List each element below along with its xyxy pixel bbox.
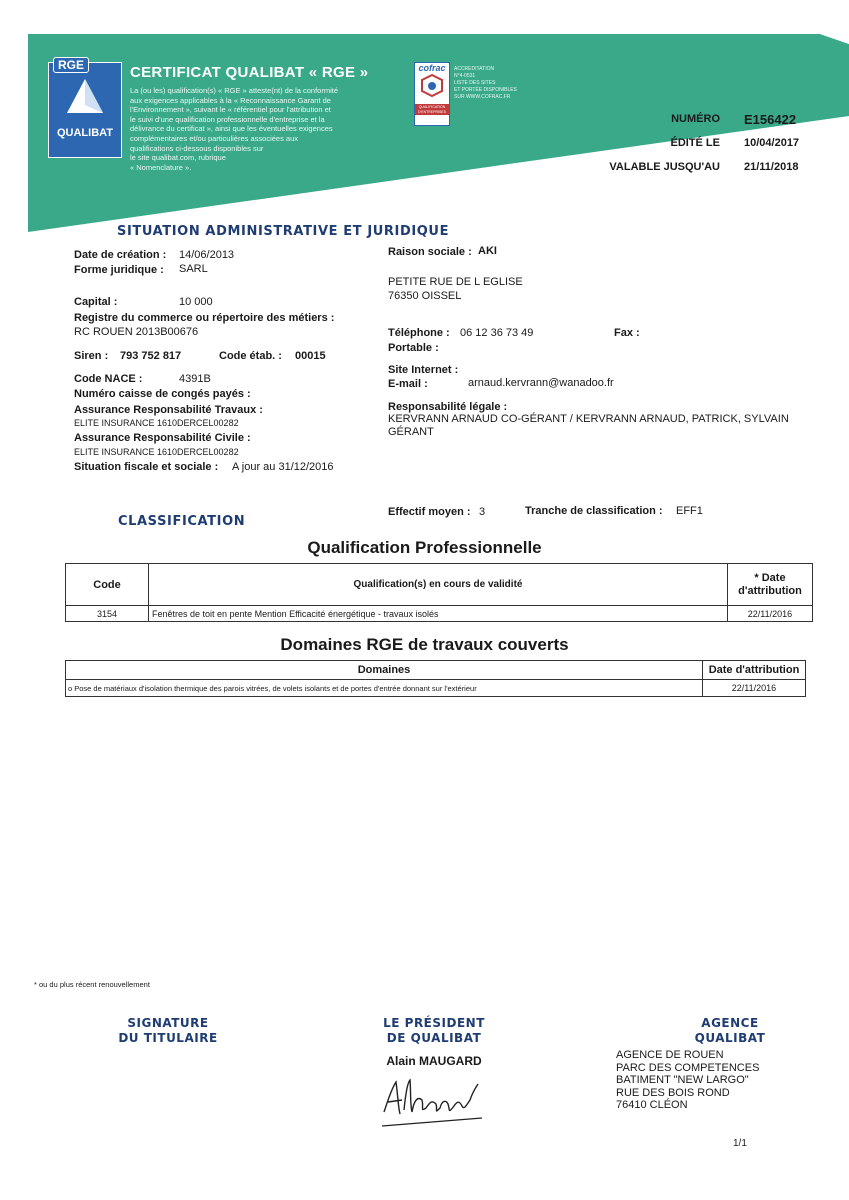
assurance-civile-label: Assurance Responsabilité Civile : (74, 432, 251, 444)
cofrac-accreditation: ACCREDITATION N°4-0531 LISTE DES SITES ET PORTÉE DISPONIBLES SUR WWW.COFRAC.FR (454, 66, 517, 100)
date-creation-value: 14/06/2013 (179, 249, 235, 261)
assurance-travaux-label: Assurance Responsabilité Travaux : (74, 404, 263, 416)
forme-juridique-label: Forme juridique : (74, 264, 164, 276)
responsabilite-legale-line-1: KERVRANN ARNAUD CO-GÉRANT / KERVRANN ARNAUD, PATRICK, SYLVAIN (388, 413, 789, 425)
site-internet-label: Site Internet : (388, 364, 459, 376)
numero-label: NUMÉRO (671, 113, 720, 125)
table-row (66, 606, 813, 622)
table-row (66, 680, 806, 697)
responsabilite-legale-line-2: GÉRANT (388, 426, 434, 438)
cofrac-hexagon-icon (415, 73, 449, 99)
cofrac-name: cofrac (418, 63, 446, 73)
caisse-label: Numéro caisse de congés payés : (74, 388, 251, 400)
registre-label: Registre du commerce ou répertoire des métiers : (74, 312, 335, 324)
footnote: * ou du plus récent renouvellement (34, 980, 150, 989)
address-line-2: 76350 OISSEL (388, 290, 462, 302)
telephone-value: 06 12 36 73 49 (460, 327, 534, 339)
page-number: 1/1 (733, 1138, 747, 1149)
logo-qualibat-text: QUALIBAT (56, 127, 113, 139)
email-label: E-mail : (388, 378, 428, 390)
portable-label: Portable : (388, 342, 439, 354)
qualif-col-date: * Date d'attribution (728, 564, 813, 606)
effectif-value: 3 (479, 506, 486, 518)
telephone-label: Téléphone : (388, 327, 450, 339)
fax-label: Fax : (614, 327, 640, 339)
president-title: LE PRÉSIDENT DE QUALIBAT (383, 1016, 485, 1045)
date-creation-label: Date de création : (74, 249, 167, 261)
siren-label: Siren : (74, 350, 109, 362)
tranche-label: Tranche de classification : (525, 505, 663, 517)
domaines-title: Domaines RGE de travaux couverts (280, 635, 569, 654)
responsabilite-legale-label: Responsabilité légale : (388, 401, 508, 413)
signature-titulaire: SIGNATURE DU TITULAIRE (118, 1016, 218, 1045)
registre-value: RC ROUEN 2013B00676 (74, 326, 199, 338)
president-signature (378, 1070, 498, 1132)
siren-value: 793 752 817 (120, 350, 182, 362)
agence-address: AGENCE DE ROUEN PARC DES COMPETENCES BATIMENT "NEW LARGO" RUE DES BOIS ROND 76410 CLÉON (616, 1049, 760, 1111)
qualif-col-code: Code (66, 564, 149, 606)
rge-badge: RGE (53, 57, 89, 73)
assurance-travaux-value: ELITE INSURANCE 1610DERCEL00282 (74, 418, 239, 428)
capital-label: Capital : (74, 296, 118, 308)
certificate-intro: La (ou les) qualification(s) « RGE » atteste(nt) de la conformité aux exigences applicables à la « Reconnaissance Garant de l'Environnement », suivant le « référentiel pour l'attribution et le suivi d'une qualification professionnelle d'entreprise et la délivrance du certificat », ainsi que les éventuelles exigences complémentaires et/ou particulières associées aux qualifications ci-dessous disponibles sur le site qualibat.com, rubrique « Nomenclature ». (130, 86, 339, 172)
code-etab-label: Code étab. : (219, 350, 282, 362)
cofrac-caption: QUALIFICATION D'ENTREPRISES (415, 104, 449, 115)
qualif-date-cell: 22/11/2016 (728, 606, 813, 622)
nace-label: Code NACE : (74, 373, 143, 385)
numero-value: E156422 (744, 112, 797, 127)
classification-section-title: CLASSIFICATION (118, 514, 246, 529)
admin-section-title: SITUATION ADMINISTRATIVE ET JURIDIQUE (117, 224, 450, 239)
situation-value: A jour au 31/12/2016 (232, 461, 334, 473)
domaines-table (65, 660, 806, 697)
effectif-label: Effectif moyen : (388, 506, 471, 518)
qualif-name-cell: Fenêtres de toit en pente Mention Efficacité énergétique - travaux isolés (149, 606, 728, 622)
qualif-col-qualification: Qualification(s) en cours de validité (149, 564, 728, 606)
domaine-name-cell: o Pose de matériaux d'isolation thermique des parois vitrées, de volets isolants et de portes d'entrée donnant sur l'extérieur (66, 680, 703, 697)
qualification-table (65, 563, 813, 622)
cofrac-logo (414, 62, 450, 126)
raison-sociale-value: AKI (478, 245, 497, 257)
email-value: arnaud.kervrann@wanadoo.fr (468, 377, 614, 389)
edite-label: ÉDITÉ LE (670, 137, 720, 149)
edite-value: 10/04/2017 (744, 137, 800, 149)
qualif-code-cell: 3154 (66, 606, 149, 622)
assurance-civile-value: ELITE INSURANCE 1610DERCEL00282 (74, 447, 239, 457)
capital-value: 10 000 (179, 296, 213, 308)
situation-label: Situation fiscale et sociale : (74, 461, 219, 473)
qualibat-logo (48, 58, 122, 158)
code-etab-value: 00015 (295, 350, 326, 362)
pyramid-icon (65, 77, 105, 117)
address-line-1: PETITE RUE DE L EGLISE (388, 276, 523, 288)
domaines-col-domaines: Domaines (66, 661, 703, 680)
valable-label: VALABLE JUSQU'AU (609, 161, 720, 173)
nace-value: 4391B (179, 373, 211, 385)
domaine-date-cell: 22/11/2016 (703, 680, 806, 697)
president-name: Alain MAUGARD (386, 1054, 482, 1068)
raison-sociale-label: Raison sociale : (388, 246, 472, 258)
valable-value: 21/11/2018 (744, 161, 799, 173)
forme-juridique-value: SARL (179, 263, 208, 275)
certificate-title: CERTIFICAT QUALIBAT « RGE » (130, 64, 369, 81)
qualification-title: Qualification Professionnelle (307, 538, 542, 557)
domaines-col-date: Date d'attribution (703, 661, 806, 680)
agence-title: AGENCE QUALIBAT (694, 1016, 766, 1045)
tranche-value: EFF1 (676, 505, 703, 517)
